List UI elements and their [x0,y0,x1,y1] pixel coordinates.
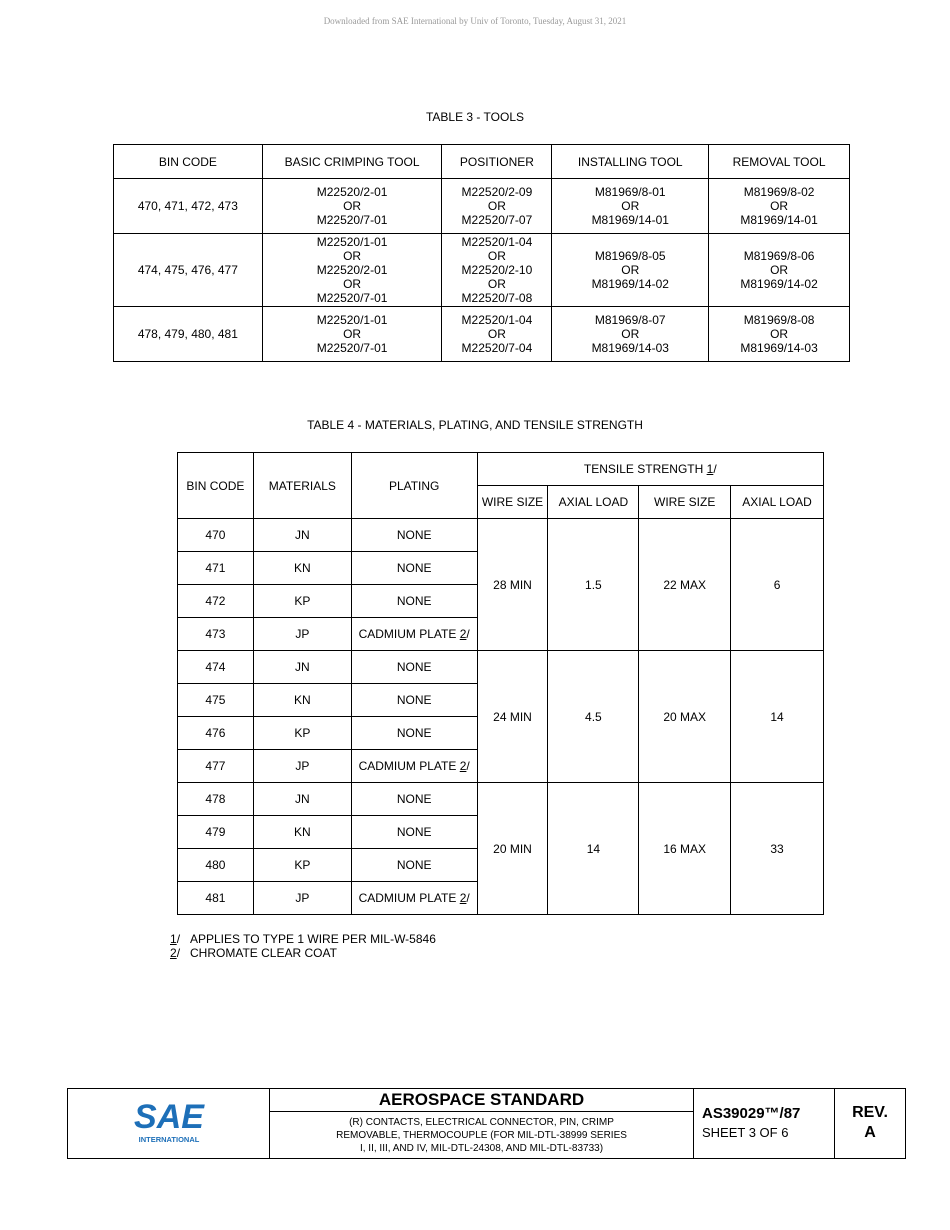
document-description: (R) CONTACTS, ELECTRICAL CONNECTOR, PIN, CRIMP REMOVABLE, THERMOCOUPLE (FOR MIL-DTL-38999 SERIES I, II, III, AND IV, MIL-DTL-24308, AND MIL-DTL-83733) [336,1117,627,1154]
col-bin-code: BIN CODE [178,453,254,519]
revision-label: REV. [852,1104,888,1121]
tool-line: OR [343,199,362,213]
col-removal-tool: REMOVAL TOOL [709,145,850,179]
tool-line: OR [487,249,506,263]
note-1: 1/ APPLIES TO TYPE 1 WIRE PER MIL-W-5846 [170,932,436,946]
document-number: AS39029™/87 [702,1105,801,1122]
tool-line: OR [343,277,362,291]
note-slash: / [466,627,470,641]
plating-text: NONE [396,528,432,542]
wire-size-min-cell: 20 MIN [477,783,548,915]
col-basic-crimping-tool: BASIC CRIMPING TOOL [262,145,442,179]
axial-load-cell: 4.5 [548,651,639,783]
tool-line: M81969/14-01 [591,213,669,227]
plating-cell [351,585,477,618]
plating-cell [351,618,477,651]
tool-line: M22520/7-01 [316,291,388,305]
plating-text: NONE [396,660,432,674]
col-tensile-strength: TENSILE STRENGTH 1/ [477,453,823,486]
bin-code-cell: 481 [178,882,254,915]
positioner-cell [442,234,552,307]
material-cell: KP [253,717,351,750]
tool-line: M22520/2-10 [461,263,533,277]
col-wire-size: WIRE SIZE [477,486,548,519]
table4-title: TABLE 4 - MATERIALS, PLATING, AND TENSILE STRENGTH [307,418,643,432]
revision-cell [835,1089,905,1158]
bin-code-cell: 478, 479, 480, 481 [114,307,263,362]
tool-line: M22520/2-09 [461,185,533,199]
document-title-cell [270,1089,694,1158]
tools-table [113,144,850,362]
tool-line: M81969/8-01 [594,185,666,199]
axial-load-cell: 6 [731,519,824,651]
tool-line: M81969/8-07 [594,313,666,327]
tools-row [114,234,850,307]
materials-table-header [178,453,824,486]
material-cell: KP [253,849,351,882]
material-cell: JP [253,618,351,651]
bin-code-cell: 472 [178,585,254,618]
note-mark: 1 [706,462,714,476]
material-cell: JP [253,882,351,915]
plating-text: NONE [396,792,432,806]
sae-logo-subtext: INTERNATIONAL [138,1135,200,1144]
wire-size-max-cell: 20 MAX [639,651,731,783]
material-cell: JP [253,750,351,783]
note-slash: / [466,891,470,905]
sae-logo-text: SAE [134,1098,204,1136]
col-bin-code: BIN CODE [114,145,263,179]
document-number-cell [694,1089,835,1158]
wire-size-min-cell: 28 MIN [477,519,548,651]
wire-size-max-cell: 16 MAX [639,783,731,915]
title-block [67,1088,906,1159]
note-mark: 2 [459,759,467,773]
plating-cell [351,684,477,717]
tool-line: M22520/7-08 [461,291,533,305]
plating-cell [351,717,477,750]
wire-size-min-cell: 24 MIN [477,651,548,783]
col-wire-size: WIRE SIZE [639,486,731,519]
tool-line: OR [621,327,640,341]
tool-line: M22520/1-01 [316,313,388,327]
tool-line: OR [770,263,789,277]
plating-cell [351,750,477,783]
plating-text: NONE [396,825,432,839]
material-cell: KN [253,684,351,717]
plating-cell [351,783,477,816]
note-2: 2/ CHROMATE CLEAR COAT [170,946,337,960]
material-cell: KP [253,585,351,618]
bin-code-cell: 475 [178,684,254,717]
bin-code-cell: 474 [178,651,254,684]
tool-line: OR [487,277,506,291]
tool-line: M22520/7-01 [316,341,388,355]
revision-value: A [864,1124,876,1141]
axial-load-cell: 1.5 [548,519,639,651]
plating-cell [351,849,477,882]
materials-row [178,519,824,552]
tool-line: M22520/2-01 [316,185,388,199]
bin-code-cell: 471 [178,552,254,585]
plating-text: NONE [396,561,432,575]
col-materials: MATERIALS [253,453,351,519]
materials-row [178,651,824,684]
material-cell: JN [253,519,351,552]
plating-text: CADMIUM PLATE [358,627,457,641]
col-axial-load: AXIAL LOAD [731,486,824,519]
tool-line: M81969/8-05 [594,249,666,263]
tool-line: OR [487,199,506,213]
materials-row [178,783,824,816]
tool-line: M81969/8-06 [743,249,815,263]
axial-load-cell: 14 [731,651,824,783]
material-cell: JN [253,651,351,684]
bin-code-cell: 478 [178,783,254,816]
plating-text: CADMIUM PLATE [358,759,457,773]
tool-line: OR [770,327,789,341]
installing-tool-cell [552,307,709,362]
tool-line: M81969/14-02 [740,277,818,291]
col-plating: PLATING [351,453,477,519]
tool-line: M81969/8-08 [743,313,815,327]
tool-line: M22520/7-01 [316,213,388,227]
tool-line: M81969/14-03 [740,341,818,355]
removal-tool-cell [709,307,850,362]
tool-line: M81969/14-02 [591,277,669,291]
removal-tool-cell [709,234,850,307]
tool-line: OR [343,327,362,341]
tool-line: OR [343,249,362,263]
plating-cell [351,552,477,585]
bin-code-cell: 473 [178,618,254,651]
materials-table [177,452,824,915]
sheet-number: SHEET 3 OF 6 [702,1125,789,1140]
positioner-cell [442,179,552,234]
positioner-cell [442,307,552,362]
crimping-tool-cell [262,307,442,362]
tool-line: OR [621,199,640,213]
axial-load-cell: 33 [731,783,824,915]
removal-tool-cell [709,179,850,234]
table-notes [170,932,436,960]
tool-line: OR [621,263,640,277]
tool-line: M81969/8-02 [743,185,815,199]
col-positioner: POSITIONER [442,145,552,179]
plating-text: NONE [396,726,432,740]
material-cell: KN [253,816,351,849]
tool-line: OR [770,199,789,213]
plating-cell [351,816,477,849]
bin-code-cell: 480 [178,849,254,882]
plating-text: NONE [396,594,432,608]
tool-line: M22520/1-04 [461,235,533,249]
tool-line: M22520/2-01 [316,263,388,277]
tools-row [114,307,850,362]
crimping-tool-cell [262,179,442,234]
note-mark: 2 [459,627,467,641]
plating-cell [351,519,477,552]
note-mark: 2 [459,891,467,905]
tools-table-header [114,145,850,179]
bin-code-cell: 474, 475, 476, 477 [114,234,263,307]
table3-title: TABLE 3 - TOOLS [425,110,525,124]
col-axial-load: AXIAL LOAD [548,486,639,519]
tool-line: M81969/14-01 [740,213,818,227]
installing-tool-cell [552,234,709,307]
bin-code-cell: 477 [178,750,254,783]
wire-size-max-cell: 22 MAX [639,519,731,651]
plating-cell [351,651,477,684]
tool-line: M22520/7-04 [461,341,533,355]
bin-code-cell: 470 [178,519,254,552]
bin-code-cell: 479 [178,816,254,849]
plating-text: CADMIUM PLATE [358,891,457,905]
tool-line: M22520/1-04 [461,313,533,327]
note-slash: / [466,759,470,773]
tool-line: OR [487,327,506,341]
tool-line: M22520/1-01 [316,235,388,249]
document-type: AEROSPACE STANDARD [270,1089,693,1112]
tool-line: M81969/14-03 [591,341,669,355]
sae-logo [68,1089,270,1158]
tool-line: M22520/7-07 [461,213,533,227]
download-watermark: Downloaded from SAE International by Univ of Toronto, Tuesday, August 31, 2021 [323,16,627,26]
installing-tool-cell [552,179,709,234]
bin-code-cell: 470, 471, 472, 473 [114,179,263,234]
crimping-tool-cell [262,234,442,307]
tools-row [114,179,850,234]
plating-cell [351,882,477,915]
plating-text: NONE [396,693,432,707]
axial-load-cell: 14 [548,783,639,915]
material-cell: KN [253,552,351,585]
plating-text: NONE [396,858,432,872]
col-installing-tool: INSTALLING TOOL [552,145,709,179]
bin-code-cell: 476 [178,717,254,750]
material-cell: JN [253,783,351,816]
